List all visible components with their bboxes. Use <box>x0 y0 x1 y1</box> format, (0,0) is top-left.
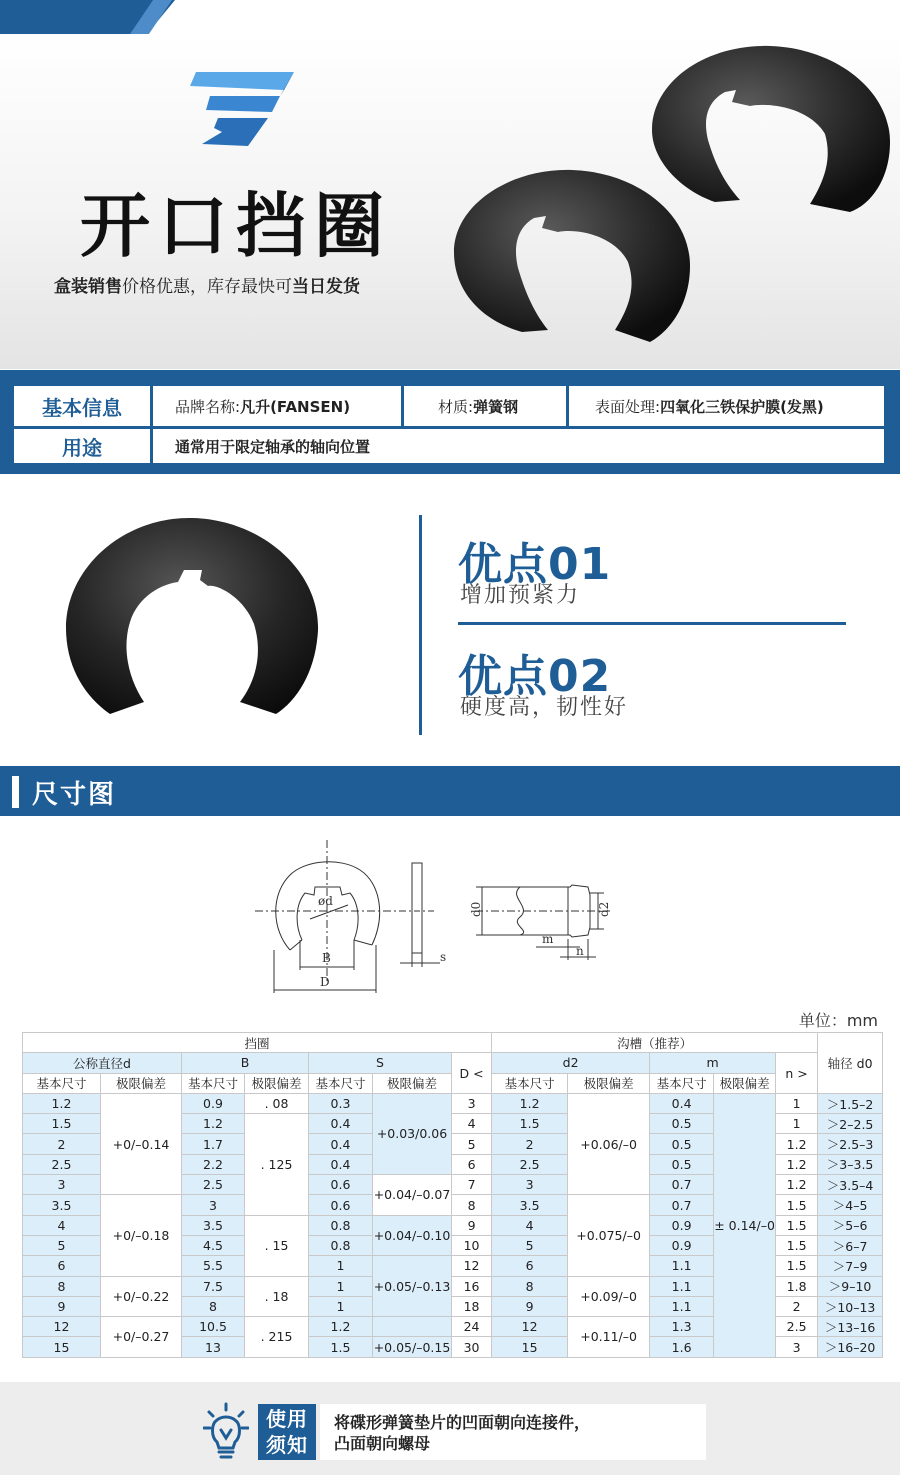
cell-d2: 12 <box>492 1317 568 1337</box>
cell-d2: 3.5 <box>492 1195 568 1215</box>
cell-n: 2.5 <box>776 1317 818 1337</box>
cell-tol-s: +0.05/–0.15 <box>373 1337 452 1357</box>
surface-value: 四氧化三铁保护膜(发黑) <box>660 397 824 416</box>
notice-text-line1: 将碟形弹簧垫片的凹面朝向连接件， <box>334 1413 591 1432</box>
cell-b: 3 <box>182 1195 245 1215</box>
header-groove: 沟槽（推荐） <box>492 1033 818 1053</box>
cell-s: 1.5 <box>309 1337 373 1357</box>
cell-d: 4 <box>23 1215 101 1235</box>
subheader-base: 基本尺寸 <box>182 1073 245 1093</box>
cell-d0: ＞3–3.5 <box>818 1154 883 1174</box>
cell-n: 1.5 <box>776 1195 818 1215</box>
cell-d2: 5 <box>492 1235 568 1255</box>
cell-b: 7.5 <box>182 1276 245 1296</box>
cell-n: 2 <box>776 1296 818 1316</box>
advantage-divider-horizontal <box>458 622 846 625</box>
cell-d: 1.5 <box>23 1114 101 1134</box>
basic-info-label: 基本信息 <box>14 386 150 426</box>
cell-m: 1.1 <box>650 1296 714 1316</box>
cell-d: 2.5 <box>23 1154 101 1174</box>
cell-d: 8 <box>23 1276 101 1296</box>
cell-d: 6 <box>23 1256 101 1276</box>
cell-D: 4 <box>452 1114 492 1134</box>
material-label: 材质: <box>438 397 474 416</box>
cell-tol-s: +0.04/–0.10 <box>373 1215 452 1256</box>
cell-n: 1.2 <box>776 1175 818 1195</box>
cell-b: 13 <box>182 1337 245 1357</box>
material-cell <box>404 386 566 426</box>
cell-d: 1.2 <box>23 1093 101 1113</box>
header-n: n > <box>776 1053 818 1094</box>
subheader-tol: 极限偏差 <box>373 1073 452 1093</box>
cell-m: 1.1 <box>650 1276 714 1296</box>
drawing-label-s: s <box>440 950 447 964</box>
usage-label: 用途 <box>14 429 150 463</box>
cell-tol-d2: +0.075/–0 <box>568 1195 650 1276</box>
header-d2: d2 <box>492 1053 650 1073</box>
cell-m: 1.1 <box>650 1256 714 1276</box>
cell-tol-b: . 08 <box>245 1093 309 1113</box>
cell-n: 1.8 <box>776 1276 818 1296</box>
cell-s: 1 <box>309 1296 373 1316</box>
table-row <box>23 1093 883 1113</box>
cell-D: 6 <box>452 1154 492 1174</box>
drawing-label-n: n <box>576 944 584 958</box>
cell-s: 0.4 <box>309 1154 373 1174</box>
header-nominal: 公称直径d <box>23 1053 182 1073</box>
cell-n: 1.5 <box>776 1256 818 1276</box>
cell-s: 0.8 <box>309 1215 373 1235</box>
cell-D: 30 <box>452 1337 492 1357</box>
cell-s: 0.3 <box>309 1093 373 1113</box>
advantage-01-title: 优点01 <box>458 539 612 590</box>
cell-tol-d: +0/–0.14 <box>101 1093 182 1194</box>
cell-tol-d: +0/–0.22 <box>101 1276 182 1317</box>
cell-m: 0.7 <box>650 1195 714 1215</box>
cell-d0: ＞2–2.5 <box>818 1114 883 1134</box>
product-title: 开口挡圈 <box>80 185 392 267</box>
slogan-same-day: 当日发货 <box>292 277 360 297</box>
cell-d: 9 <box>23 1296 101 1316</box>
dimension-drawing <box>250 835 650 995</box>
cell-tol-d: +0/–0.18 <box>101 1195 182 1276</box>
notice-text <box>320 1404 706 1460</box>
cell-b: 3.5 <box>182 1215 245 1235</box>
material-value: 弹簧钢 <box>473 397 519 416</box>
cell-d2: 3 <box>492 1175 568 1195</box>
notice-label-line2: 须知 <box>266 1433 308 1457</box>
cell-s: 0.4 <box>309 1134 373 1154</box>
cell-tol-b: . 18 <box>245 1276 309 1317</box>
cell-tol-d2: +0.11/–0 <box>568 1317 650 1358</box>
subheader-base: 基本尺寸 <box>492 1073 568 1093</box>
lightbulb-icon <box>203 1402 249 1460</box>
brand-cell <box>153 386 401 426</box>
cell-d0: ＞5–6 <box>818 1215 883 1235</box>
cell-m: 1.3 <box>650 1317 714 1337</box>
cell-D: 3 <box>452 1093 492 1113</box>
brand-value: 凡升(FANSEN) <box>240 397 351 416</box>
cell-b: 2.2 <box>182 1154 245 1174</box>
notice-text-line2: 凸面朝向螺母 <box>334 1434 431 1453</box>
sales-slogan <box>54 272 360 297</box>
cell-s: 1.2 <box>309 1317 373 1337</box>
cell-D: 5 <box>452 1134 492 1154</box>
cell-tol-s: +0.04/–0.07 <box>373 1175 452 1216</box>
advantage-01-desc: 增加预紧力 <box>460 583 581 608</box>
cell-n: 3 <box>776 1337 818 1357</box>
cell-d0: ＞13–16 <box>818 1317 883 1337</box>
cell-d: 3.5 <box>23 1195 101 1215</box>
cell-b: 5.5 <box>182 1256 245 1276</box>
subheader-tol: 极限偏差 <box>101 1073 182 1093</box>
cell-n: 1 <box>776 1114 818 1134</box>
cell-d2: 1.5 <box>492 1114 568 1134</box>
cell-d2: 9 <box>492 1296 568 1316</box>
drawing-label-d2: d2 <box>597 901 611 917</box>
product-photo-eclip <box>440 30 900 370</box>
cell-D: 24 <box>452 1317 492 1337</box>
cell-m: 0.7 <box>650 1175 714 1195</box>
cell-m: 0.5 <box>650 1114 714 1134</box>
header-b: B <box>182 1053 309 1073</box>
subheader-tol: 极限偏差 <box>568 1073 650 1093</box>
advantage-02-desc: 硬度高，韧性好 <box>460 695 629 720</box>
cell-s: 1 <box>309 1276 373 1296</box>
cell-b: 1.2 <box>182 1114 245 1134</box>
cell-D: 9 <box>452 1215 492 1235</box>
cell-d0: ＞1.5–2 <box>818 1093 883 1113</box>
cell-b: 8 <box>182 1296 245 1316</box>
cell-b: 1.7 <box>182 1134 245 1154</box>
cell-d: 5 <box>23 1235 101 1255</box>
cell-d0: ＞4–5 <box>818 1195 883 1215</box>
subheader-base: 基本尺寸 <box>650 1073 714 1093</box>
cell-D: 16 <box>452 1276 492 1296</box>
cell-D: 8 <box>452 1195 492 1215</box>
unit-label: 单位：mm <box>798 1011 878 1030</box>
subheader-base: 基本尺寸 <box>23 1073 101 1093</box>
cell-tol-s: +0.05/–0.13 <box>373 1256 452 1317</box>
cell-m: 0.9 <box>650 1235 714 1255</box>
dimension-header <box>0 766 900 816</box>
cell-n: 1.5 <box>776 1235 818 1255</box>
header-m: m <box>650 1053 776 1073</box>
cell-tol-s-empty <box>373 1317 452 1337</box>
dimension-title: 尺寸图 <box>32 780 117 810</box>
cell-n: 1 <box>776 1093 818 1113</box>
spec-table <box>22 1032 883 1358</box>
usage-value: 通常用于限定轴承的轴向位置 <box>175 437 371 456</box>
cell-d0: ＞2.5–3 <box>818 1134 883 1154</box>
cell-d2: 4 <box>492 1215 568 1235</box>
usage-cell <box>153 429 884 463</box>
cell-m: 0.5 <box>650 1154 714 1174</box>
cell-D: 18 <box>452 1296 492 1316</box>
cell-d2: 1.2 <box>492 1093 568 1113</box>
header-shaft: 轴径 d0 <box>818 1033 883 1094</box>
cell-d2: 8 <box>492 1276 568 1296</box>
header-D: D < <box>452 1053 492 1094</box>
brand-logo <box>188 66 298 150</box>
cell-D: 10 <box>452 1235 492 1255</box>
cell-s: 0.4 <box>309 1114 373 1134</box>
drawing-label-d0: d0 <box>469 901 483 917</box>
cell-s: 0.6 <box>309 1175 373 1195</box>
cell-d2: 2.5 <box>492 1154 568 1174</box>
cell-d: 12 <box>23 1317 101 1337</box>
slogan-price: 价格优惠，库存最快可 <box>122 277 292 297</box>
surface-cell <box>569 386 884 426</box>
cell-m: 0.4 <box>650 1093 714 1113</box>
subheader-tol: 极限偏差 <box>245 1073 309 1093</box>
surface-label: 表面处理: <box>595 397 661 416</box>
cell-s: 0.8 <box>309 1235 373 1255</box>
drawing-label-d: D <box>320 975 330 989</box>
cell-m: 0.5 <box>650 1134 714 1154</box>
notice-label <box>258 1404 316 1460</box>
cell-tol-b: . 125 <box>245 1114 309 1215</box>
cell-d: 15 <box>23 1337 101 1357</box>
cell-tol-d2: +0.09/–0 <box>568 1276 650 1317</box>
subheader-base: 基本尺寸 <box>309 1073 373 1093</box>
header-ring: 挡圈 <box>23 1033 492 1053</box>
cell-d2: 6 <box>492 1256 568 1276</box>
cell-d: 3 <box>23 1175 101 1195</box>
cell-b: 0.9 <box>182 1093 245 1113</box>
header-s: S <box>309 1053 452 1073</box>
cell-m: 1.6 <box>650 1337 714 1357</box>
advantage-divider-vertical <box>419 515 422 735</box>
cell-d: 2 <box>23 1134 101 1154</box>
dimension-header-bar <box>12 776 19 808</box>
advantage-02-title: 优点02 <box>458 651 612 702</box>
cell-d0: ＞9–10 <box>818 1276 883 1296</box>
cell-d0: ＞7–9 <box>818 1256 883 1276</box>
cell-tol-d: +0/–0.27 <box>101 1317 182 1358</box>
cell-b: 10.5 <box>182 1317 245 1337</box>
cell-d0: ＞6–7 <box>818 1235 883 1255</box>
drawing-label-od: ød <box>318 894 333 908</box>
slogan-boxed-sale: 盒装销售 <box>54 277 122 297</box>
cell-tol-m: ± 0.14/–0 <box>714 1093 776 1357</box>
cell-d0: ＞3.5–4 <box>818 1175 883 1195</box>
cell-m: 0.9 <box>650 1215 714 1235</box>
cell-n: 1.5 <box>776 1215 818 1235</box>
drawing-label-b: B <box>322 951 331 965</box>
cell-d2: 2 <box>492 1134 568 1154</box>
product-photo-single <box>58 510 328 725</box>
cell-d2: 15 <box>492 1337 568 1357</box>
cell-b: 4.5 <box>182 1235 245 1255</box>
notice-label-line1: 使用 <box>266 1407 308 1431</box>
cell-tol-b: . 215 <box>245 1317 309 1358</box>
cell-n: 1.2 <box>776 1134 818 1154</box>
cell-s: 1 <box>309 1256 373 1276</box>
brand-label: 品牌名称: <box>175 397 241 416</box>
subheader-tol: 极限偏差 <box>714 1073 776 1093</box>
cell-tol-d2: +0.06/–0 <box>568 1093 650 1194</box>
cell-d0: ＞10–13 <box>818 1296 883 1316</box>
cell-D: 7 <box>452 1175 492 1195</box>
drawing-label-m: m <box>542 932 554 946</box>
cell-b: 2.5 <box>182 1175 245 1195</box>
cell-s: 0.6 <box>309 1195 373 1215</box>
cell-D: 12 <box>452 1256 492 1276</box>
cell-n: 1.2 <box>776 1154 818 1174</box>
cell-d0: ＞16–20 <box>818 1337 883 1357</box>
cell-tol-b: . 15 <box>245 1215 309 1276</box>
cell-tol-s: +0.03/0.06 <box>373 1093 452 1174</box>
